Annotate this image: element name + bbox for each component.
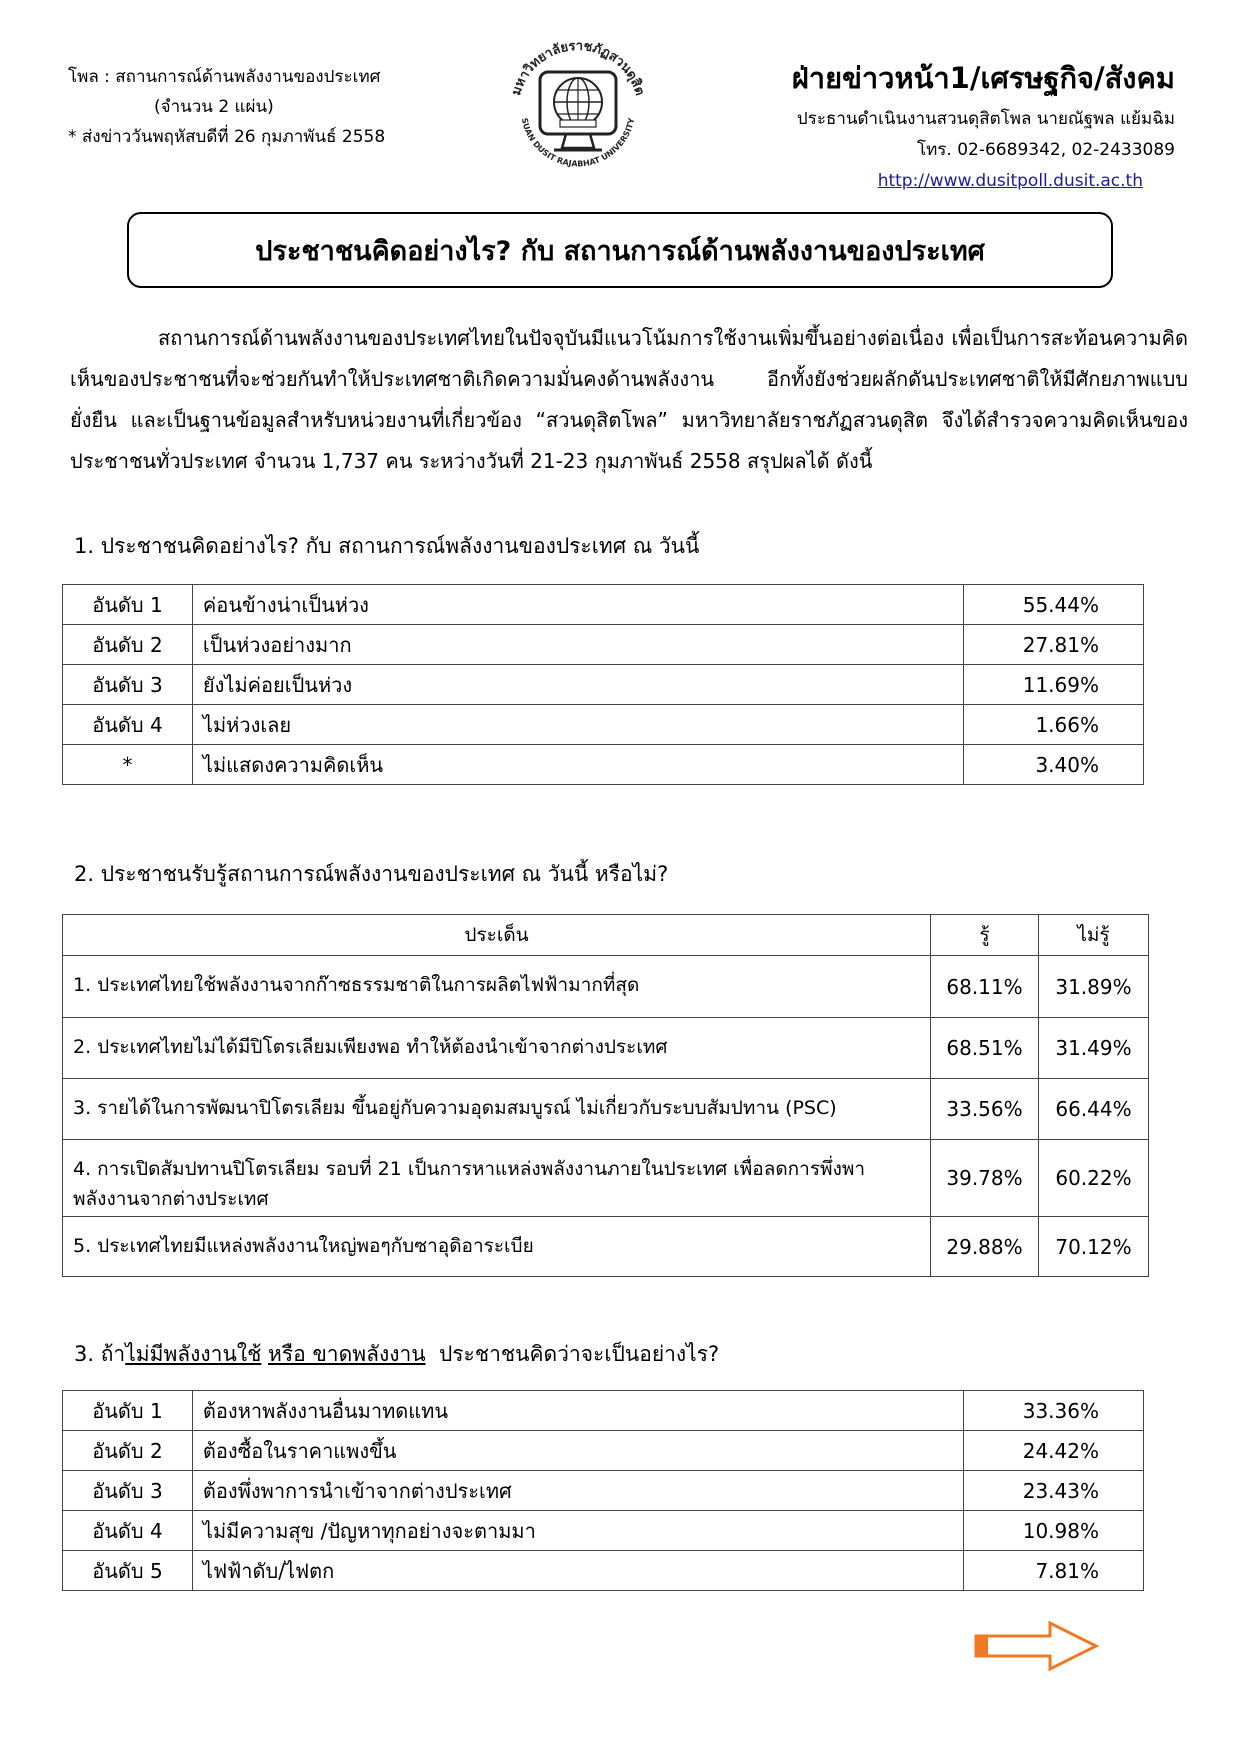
- percent-cell: 23.43%: [964, 1471, 1144, 1511]
- table-row: [63, 1140, 1149, 1217]
- next-page-arrow[interactable]: [972, 1620, 1100, 1672]
- q3-title-underline-2: หรือ ขาดพลังงาน: [268, 1342, 426, 1366]
- know-cell: 68.51%: [931, 1018, 1039, 1079]
- table-row: [63, 1391, 1144, 1431]
- issue-cell: 3. รายได้ในการพัฒนาปิโตรเลียม ขึ้นอยู่กับความอุดมสมบูรณ์ ไม่เกี่ยวกับระบบสัมปทาน (PSC): [63, 1079, 931, 1140]
- not-know-cell: 31.89%: [1039, 956, 1149, 1018]
- poll-topic: โพล : สถานการณ์ด้านพลังงานของประเทศ: [68, 67, 381, 87]
- issue-cell: 2. ประเทศไทยไม่ได้มีปิโตรเลียมเพียงพอ ทำให้ต้องนำเข้าจากต่างประเทศ: [63, 1018, 931, 1079]
- table-row: [63, 1217, 1149, 1277]
- header-not-know: ไม่รู้: [1039, 915, 1149, 956]
- rank-cell: อันดับ 4: [63, 705, 193, 745]
- table-row: [63, 745, 1144, 785]
- answer-cell: ค่อนข้างน่าเป็นห่วง: [192, 585, 963, 625]
- percent-cell: 1.66%: [964, 705, 1144, 745]
- percent-cell: 24.42%: [964, 1431, 1144, 1471]
- table-row: [63, 956, 1149, 1018]
- header-right: [792, 56, 1175, 197]
- not-know-cell: 70.12%: [1039, 1217, 1149, 1277]
- q1-title: 1. ประชาชนคิดอย่างไร? กับ สถานการณ์พลังงานของประเทศ ณ วันนี้: [74, 534, 700, 558]
- university-logo: [496, 28, 660, 192]
- not-know-cell: 66.44%: [1039, 1079, 1149, 1140]
- percent-cell: 55.44%: [964, 585, 1144, 625]
- percent-cell: 7.81%: [964, 1551, 1144, 1591]
- answer-cell: ไม่มีความสุข /ปัญหาทุกอย่างจะตามมา: [192, 1511, 963, 1551]
- header-issue: ประเด็น: [63, 915, 931, 956]
- know-cell: 39.78%: [931, 1140, 1039, 1217]
- table-row: [63, 705, 1144, 745]
- know-cell: 33.56%: [931, 1079, 1039, 1140]
- answer-cell: ต้องพึ่งพาการนำเข้าจากต่างประเทศ: [192, 1471, 963, 1511]
- rank-cell: อันดับ 2: [63, 625, 193, 665]
- release-date: * ส่งข่าววันพฤหัสบดีที่ 26 กุมภาพันธ์ 2558: [68, 127, 386, 147]
- not-know-cell: 60.22%: [1039, 1140, 1149, 1217]
- arrow-right-icon: [972, 1620, 1100, 1672]
- not-know-cell: 31.49%: [1039, 1018, 1149, 1079]
- table-row: [63, 1551, 1144, 1591]
- rank-cell: อันดับ 4: [63, 1511, 193, 1551]
- answer-cell: ยังไม่ค่อยเป็นห่วง: [192, 665, 963, 705]
- phone-numbers: โทร. 02-6689342, 02-2433089: [916, 140, 1175, 160]
- logo-bottom-text: SUAN DUSIT RAJABHAT UNIVERSITY: [519, 117, 637, 169]
- q2-table: [62, 914, 1149, 1277]
- rank-cell: อันดับ 1: [63, 1391, 193, 1431]
- answer-cell: ไฟฟ้าดับ/ไฟตก: [192, 1551, 963, 1591]
- answer-cell: ไม่แสดงความคิดเห็น: [192, 745, 963, 785]
- rank-cell: อันดับ 2: [63, 1431, 193, 1471]
- know-cell: 29.88%: [931, 1217, 1039, 1277]
- table-header-row: [63, 915, 1149, 956]
- logo-top-text: มหาวิทยาลัยราชภัฏสวนดุสิต: [508, 38, 648, 98]
- table-row: [63, 1431, 1144, 1471]
- table-row: [63, 625, 1144, 665]
- percent-cell: 27.81%: [964, 625, 1144, 665]
- rank-cell: อันดับ 3: [63, 1471, 193, 1511]
- rank-cell: อันดับ 5: [63, 1551, 193, 1591]
- answer-cell: เป็นห่วงอย่างมาก: [192, 625, 963, 665]
- header-know: รู้: [931, 915, 1039, 956]
- answer-cell: ต้องหาพลังงานอื่นมาทดแทน: [192, 1391, 963, 1431]
- q3-title: [74, 1338, 719, 1371]
- issue-cell: 4. การเปิดสัมปทานปิโตรเลียม รอบที่ 21 เป็นการหาแหล่งพลังงานภายในประเทศ เพื่อลดการพึ่งพาพลังงานจากต่างประเทศ: [63, 1140, 931, 1217]
- table-row: [63, 1079, 1149, 1140]
- answer-cell: ต้องซื้อในราคาแพงขึ้น: [192, 1431, 963, 1471]
- director-name: ประธานดำเนินงานสวนดุสิตโพล นายณัฐพล แย้มฉิม: [796, 109, 1175, 129]
- university-seal-icon: [496, 28, 660, 192]
- answer-cell: ไม่ห่วงเลย: [192, 705, 963, 745]
- intro-text: สถานการณ์ด้านพลังงานของประเทศไทยในปัจจุบันมีแนวโน้มการใช้งานเพิ่มขึ้นอย่างต่อเนื่อง เพื่อเป็นการสะท้อนความคิดเห็นของประชาชนที่จะช่วยกันทำให้ประเทศชาติเกิดความมั่นคงด้านพลังงาน อีกทั้งยังช่วยผลักดันประเทศชาติให้มีศักยภาพแบบยั่งยืน และเป็นฐานข้อมูลสำหรับหน่วยงานที่เกี่ยวข้อง “สวนดุสิตโพล” มหาวิทยาลัยราชภัฏสวนดุสิต จึงได้สำรวจความคิดเห็นของประชาชนทั่วประเทศ จำนวน 1,737 คน ระหว่างวันที่ 21-23 กุมภาพันธ์ 2558 สรุปผลได้ ดังนี้: [70, 326, 1188, 473]
- q3-title-underline-1: ไม่มีพลังงานใช้: [125, 1342, 262, 1366]
- know-cell: 68.11%: [931, 956, 1039, 1018]
- percent-cell: 10.98%: [964, 1511, 1144, 1551]
- intro-paragraph: [70, 318, 1188, 482]
- q3-table: [62, 1390, 1144, 1591]
- website-link[interactable]: http://www.dusitpoll.dusit.ac.th: [877, 171, 1143, 191]
- q3-title-prefix: 3. ถ้า: [74, 1342, 126, 1366]
- percent-cell: 11.69%: [964, 665, 1144, 705]
- rank-cell: อันดับ 3: [63, 665, 193, 705]
- issue-cell: 1. ประเทศไทยใช้พลังงานจากก๊าซธรรมชาติในการผลิตไฟฟ้ามากที่สุด: [63, 956, 931, 1018]
- table-row: [63, 1511, 1144, 1551]
- table-row: [63, 1471, 1144, 1511]
- table-row: [63, 585, 1144, 625]
- sheet-count: (จำนวน 2 แผ่น): [154, 97, 274, 117]
- department-name: ฝ่ายข่าวหน้า1/เศรษฐกิจ/สังคม: [791, 61, 1175, 95]
- page-title: ประชาชนคิดอย่างไร? กับ สถานการณ์ด้านพลังงานของประเทศ: [127, 212, 1113, 288]
- q2-title: 2. ประชาชนรับรู้สถานการณ์พลังงานของประเทศ ณ วันนี้ หรือไม่?: [74, 862, 669, 886]
- header-left: [68, 62, 385, 152]
- rank-cell: อันดับ 1: [63, 585, 193, 625]
- percent-cell: 3.40%: [964, 745, 1144, 785]
- table-row: [63, 1018, 1149, 1079]
- table-row: [63, 665, 1144, 705]
- q3-title-suffix: ประชาชนคิดว่าจะเป็นอย่างไร?: [425, 1342, 720, 1366]
- percent-cell: 33.36%: [964, 1391, 1144, 1431]
- q1-table: [62, 584, 1144, 785]
- rank-cell: *: [63, 745, 193, 785]
- issue-cell: 5. ประเทศไทยมีแหล่งพลังงานใหญ่พอๆกับซาอุดิอาระเบีย: [63, 1217, 931, 1277]
